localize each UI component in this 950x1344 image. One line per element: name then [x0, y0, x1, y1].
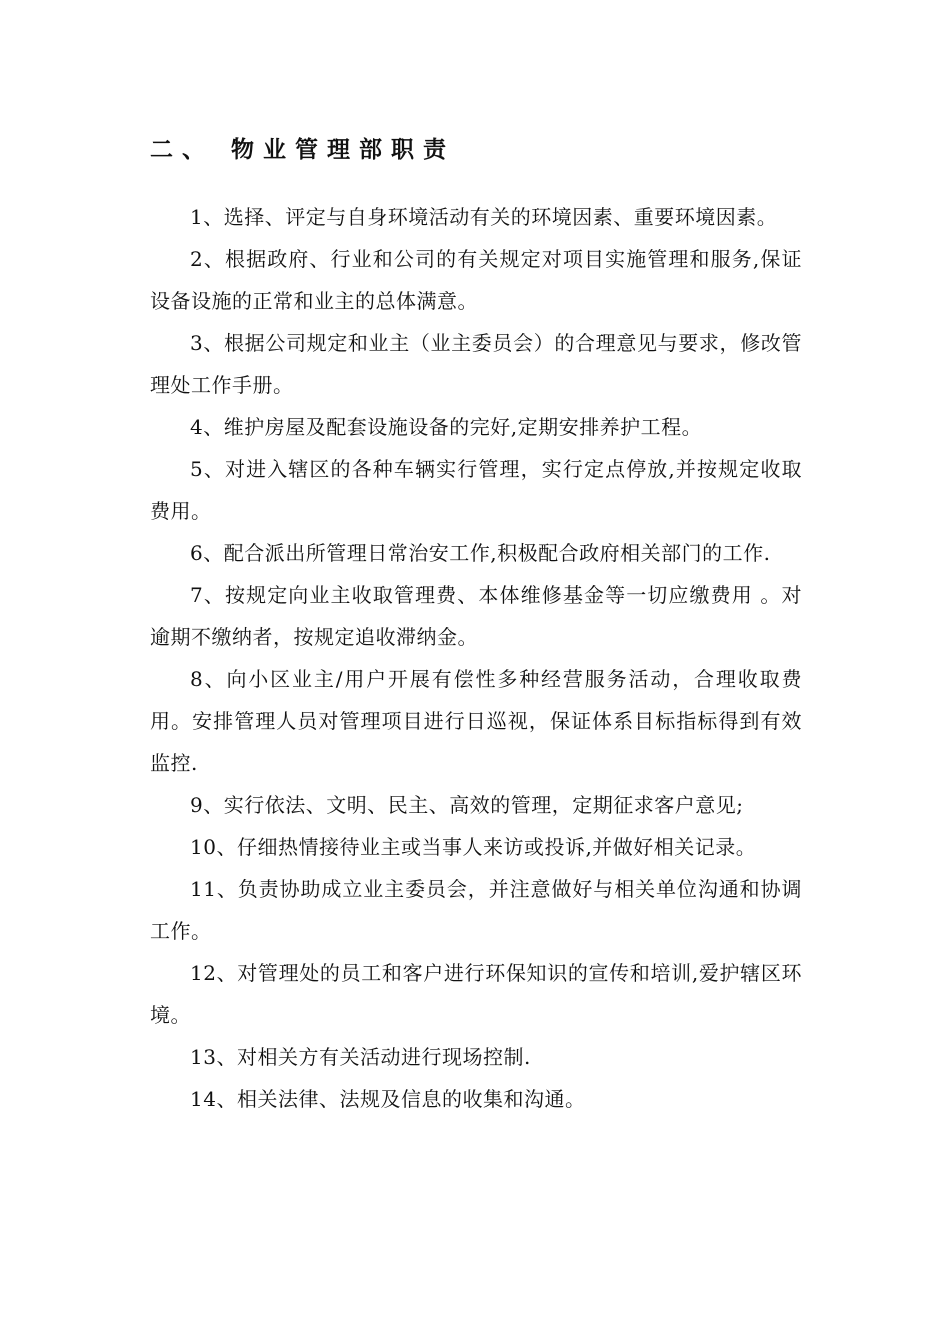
duty-item-8: 8、向小区业主/用户开展有偿性多种经营服务活动，合理收取费用。安排管理人员对管理项目进行日巡视，保证体系目标指标得到有效监控. — [150, 667, 802, 775]
duty-item-11: 11、负责协助成立业主委员会，并注意做好与相关单位沟通和协调工作。 — [150, 877, 802, 943]
duty-item-13: 13、对相关方有关活动进行现场控制. — [190, 1045, 531, 1069]
duty-item-5: 5、对进入辖区的各种车辆实行管理，实行定点停放,并按规定收取费用。 — [150, 457, 802, 523]
section-heading: 二、 物业管理部职责 — [150, 136, 456, 163]
duty-item-3: 3、根据公司规定和业主（业主委员会）的合理意见与要求，修改管理处工作手册。 — [150, 331, 802, 397]
duty-item-9: 9、实行依法、文明、民主、高效的管理，定期征求客户意见; — [190, 793, 744, 817]
duty-item-1: 1、选择、评定与自身环境活动有关的环境因素、重要环境因素。 — [190, 205, 778, 229]
duty-item-6: 6、配合派出所管理日常治安工作,积极配合政府相关部门的工作. — [190, 541, 771, 565]
duty-item-14: 14、相关法律、法规及信息的收集和沟通。 — [190, 1087, 586, 1111]
duty-item-7: 7、按规定向业主收取管理费、本体维修基金等一切应缴费用 。对逾期不缴纳者，按规定追收滞纳金。 — [150, 583, 802, 649]
duty-item-2: 2、根据政府、行业和公司的有关规定对项目实施管理和服务,保证设备设施的正常和业主的总体满意。 — [150, 247, 802, 313]
duties-list — [150, 196, 802, 1120]
duty-item-4: 4、维护房屋及配套设施设备的完好,定期安排养护工程。 — [190, 415, 703, 439]
duty-item-10: 10、仔细热情接待业主或当事人来访或投诉,并做好相关记录。 — [190, 835, 757, 859]
duty-item-12: 12、对管理处的员工和客户进行环保知识的宣传和培训,爱护辖区环境。 — [150, 961, 802, 1027]
